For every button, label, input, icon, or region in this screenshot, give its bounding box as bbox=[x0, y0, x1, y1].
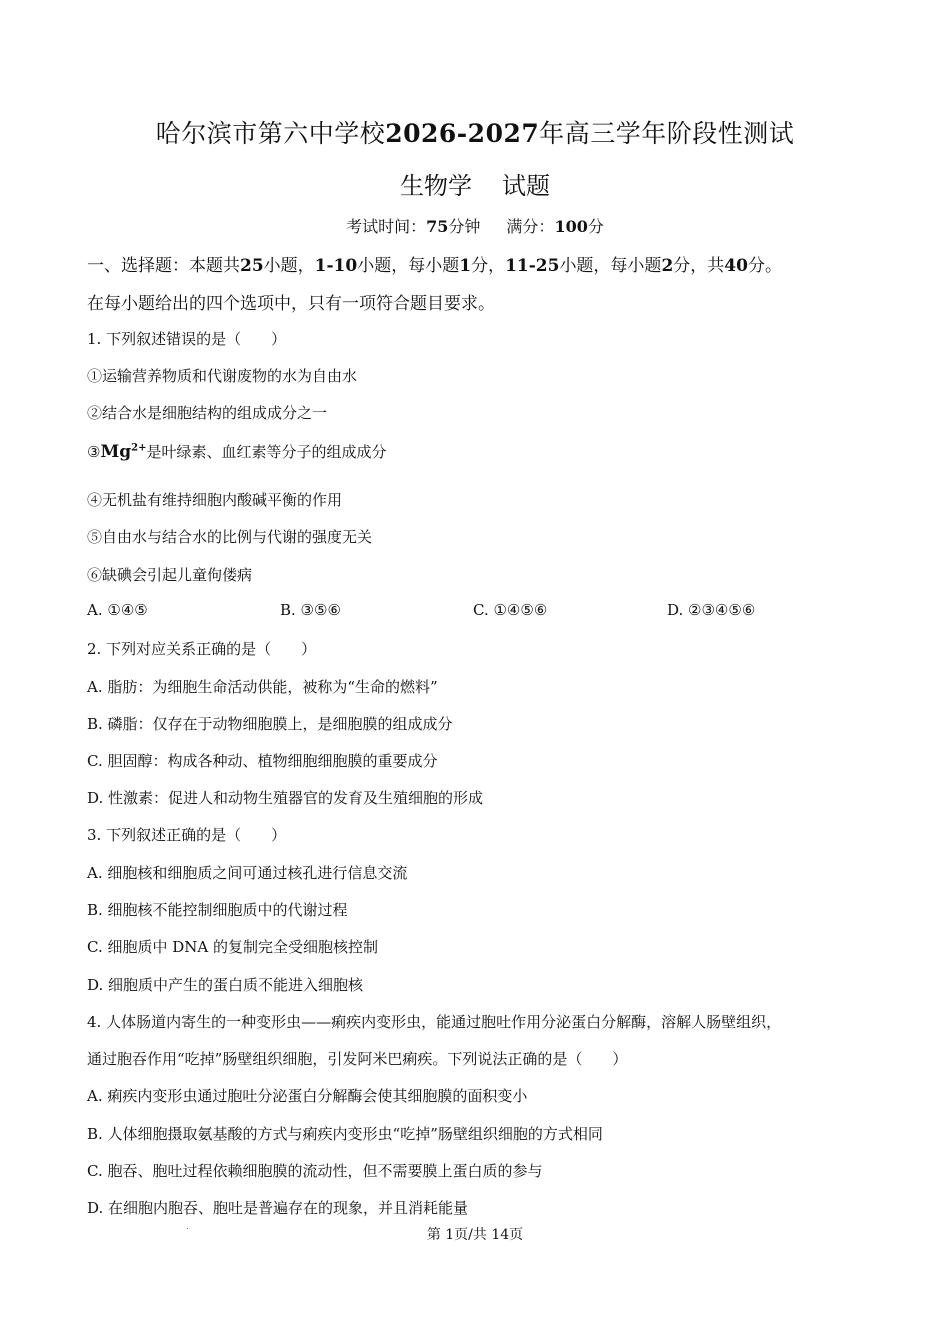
q1-option-b[interactable]: B. ③⑤⑥ bbox=[280, 601, 341, 619]
title-year: 2026-2027 bbox=[385, 119, 540, 148]
q1-statement-3: $③Mg^{2+}$是叶绿素、血红素等分子的组成成分 bbox=[87, 442, 387, 462]
subtitle-subject: 生物学 bbox=[400, 172, 472, 200]
q1-statement-1: ①运输营养物质和代谢废物的水为自由水 bbox=[87, 367, 358, 385]
q4-stem-line2: 通过胞吞作用“吃掉”肠壁组织细胞，引发阿米巴痢疾。下列说法正确的是（ ） bbox=[87, 1050, 628, 1068]
q2-option-c[interactable]: C. 胆固醇：构成各种动、植物细胞细胞膜的重要成分 bbox=[87, 752, 438, 770]
exam-title bbox=[0, 114, 950, 150]
q1-option-a[interactable]: A. ①④⑤ bbox=[87, 601, 148, 619]
q1-options bbox=[0, 601, 950, 623]
title-school: 哈尔滨市第六中学校 bbox=[155, 119, 386, 148]
q1-statement-4: ④无机盐有维持细胞内酸碱平衡的作用 bbox=[87, 491, 343, 509]
q1-statement-2: ②结合水是细胞结构的组成成分之一 bbox=[87, 404, 328, 422]
score-label: 满分： bbox=[506, 217, 555, 236]
q2-stem: 2. 下列对应关系正确的是（ ） bbox=[87, 640, 317, 658]
q4-stem-line1: 4. 人体肠道内寄生的一种变形虫——痢疾内变形虫，能通过胞吐作用分泌蛋白分解酶，溶解人肠壁组织， bbox=[87, 1013, 782, 1031]
q3-option-a[interactable]: A. 细胞核和细胞质之间可通过核孔进行信息交流 bbox=[87, 864, 408, 882]
time-label: 考试时间： bbox=[346, 217, 427, 236]
section-instructions: 一、选择题：本题共25小题，1-10小题，每小题1分，11-25小题，每小题2分，共40分。 bbox=[87, 256, 782, 276]
q4-option-a[interactable]: A. 痢疾内变形虫通过胞吐分泌蛋白分解酶会使其细胞膜的面积变小 bbox=[87, 1087, 528, 1105]
subtitle-kind: 试题 bbox=[502, 172, 550, 200]
mg-ion: $Mg^{2+}$ bbox=[100, 442, 147, 462]
page-footer: 第 1页/共 14页 bbox=[426, 1227, 524, 1243]
time-unit: 分钟 bbox=[448, 217, 481, 236]
q1-statement-6: ⑥缺碘会引起儿童佝偻病 bbox=[87, 566, 253, 584]
q4-option-b[interactable]: B. 人体细胞摄取氨基酸的方式与痢疾内变形虫“吃掉”肠壁组织细胞的方式相同 bbox=[87, 1125, 603, 1143]
q1-statement-5: ⑤自由水与结合水的比例与代谢的强度无关 bbox=[87, 528, 373, 546]
title-grade: 年高三学年阶段性测试 bbox=[539, 119, 795, 148]
q4-option-c[interactable]: C. 胞吞、胞吐过程依赖细胞膜的流动性，但不需要膜上蛋白质的参与 bbox=[87, 1162, 543, 1180]
q3-option-b[interactable]: B. 细胞核不能控制细胞质中的代谢过程 bbox=[87, 901, 348, 919]
q2-option-d[interactable]: D. 性激素：促进人和动物生殖器官的发育及生殖细胞的形成 bbox=[87, 789, 484, 807]
q1-option-c[interactable]: C. ①④⑤⑥ bbox=[473, 601, 548, 619]
q1-option-d[interactable]: D. ②③④⑤⑥ bbox=[667, 601, 756, 619]
q1-stem: 1. 下列叙述错误的是（ ） bbox=[87, 330, 287, 348]
q4-option-d[interactable]: D. 在细胞内胞吞、胞吐是普遍存在的现象，并且消耗能量 bbox=[87, 1199, 469, 1217]
exam-subtitle bbox=[0, 166, 950, 201]
score-unit: 分 bbox=[587, 217, 604, 236]
stray-dot: . bbox=[186, 1222, 189, 1232]
score-value: 100 bbox=[554, 217, 588, 236]
q2-option-a[interactable]: A. 脂肪：为细胞生命活动供能，被称为“生命的燃料” bbox=[87, 678, 438, 696]
q3-option-c[interactable]: C. 细胞质中 DNA 的复制完全受细胞核控制 bbox=[87, 938, 379, 956]
section-instructions-line2: 在每小题给出的四个选项中，只有一项符合题目要求。 bbox=[87, 294, 495, 314]
q3-stem: 3. 下列叙述正确的是（ ） bbox=[87, 826, 287, 844]
time-value: 75 bbox=[426, 217, 449, 236]
exam-info bbox=[0, 214, 950, 237]
q3-option-d[interactable]: D. 细胞质中产生的蛋白质不能进入细胞核 bbox=[87, 976, 364, 994]
q2-option-b[interactable]: B. 磷脂：仅存在于动物细胞膜上，是细胞膜的组成成分 bbox=[87, 715, 453, 733]
